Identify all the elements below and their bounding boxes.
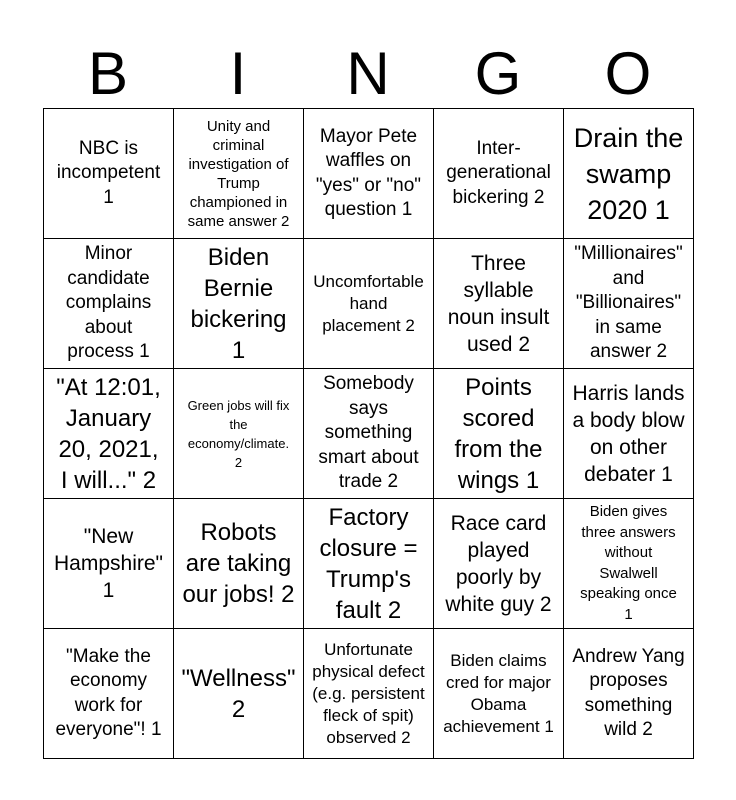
cell-text: Race card played poorly by white guy 2 [445,511,552,616]
bingo-header [43,40,693,108]
bingo-cell-r5c1[interactable] [44,629,174,759]
cell-text: Biden claims cred for major Obama achievement 1 [443,650,554,736]
cell-text: Mayor Pete waffles on "yes" or "no" question 1 [315,125,422,220]
bingo-cell-r4c5[interactable] [564,499,694,629]
cell-text: "Make the economy work for everyone"! 1 [55,645,162,740]
cell-text: NBC is incompetent 1 [56,137,161,208]
cell-text: "Wellness" 2 [181,664,296,723]
cell-text: Points scored from the wings 1 [454,373,543,494]
cell-text: Harris lands a body blow on other debater 1 [572,381,685,486]
bingo-cell-r1c2[interactable] [174,109,304,239]
cell-text: Inter- generational bickering 2 [446,137,551,208]
bingo-cell-r1c4[interactable] [434,109,564,239]
bingo-grid [43,108,694,759]
cell-text: Green jobs will fix the economy/climate. 2 [187,397,290,470]
bingo-cell-r1c3[interactable] [304,109,434,239]
bingo-cell-r4c4[interactable] [434,499,564,629]
cell-text: Three syllable noun insult used 2 [447,251,550,356]
bingo-cell-r4c2[interactable] [174,499,304,629]
bingo-cell-r2c4[interactable] [434,239,564,369]
bingo-cell-r5c2[interactable] [174,629,304,759]
bingo-cell-r3c5[interactable] [564,369,694,499]
bingo-cell-r5c4[interactable] [434,629,564,759]
cell-text: Biden gives three answers without Swalwell speaking once 1 [580,503,677,623]
cell-text: Unfortunate physical defect (e.g. persistent fleck of spit) observed 2 [312,639,425,747]
bingo-cell-r2c5[interactable] [564,239,694,369]
bingo-cell-r3c2[interactable] [174,369,304,499]
header-letter-g: G [474,40,522,107]
bingo-cell-r2c1[interactable] [44,239,174,369]
cell-text: "At 12:01, January 20, 2021, I will..." 2 [56,373,161,494]
cell-text: Factory closure = Trump's fault 2 [319,503,418,624]
bingo-cell-r4c1[interactable] [44,499,174,629]
header-letter-n: N [346,40,390,107]
header-letter-i: I [229,40,247,107]
bingo-cell-r3c1[interactable] [44,369,174,499]
bingo-cell-r5c3[interactable] [304,629,434,759]
cell-text: Biden Bernie bickering 1 [190,243,287,364]
bingo-cell-r3c4[interactable] [434,369,564,499]
bingo-cell-r3c3[interactable] [304,369,434,499]
cell-text: Unity and criminal investigation of Trump championed in same answer 2 [187,117,290,230]
header-letter-o: O [604,40,652,107]
header-letter-b: B [87,40,129,107]
bingo-cell-r1c1[interactable] [44,109,174,239]
cell-text: "New Hampshire" 1 [54,525,163,602]
bingo-cell-r2c3[interactable] [304,239,434,369]
cell-text: Somebody says something smart about trade 2 [318,373,419,493]
cell-text: Drain the swamp 2020 1 [573,122,684,225]
bingo-cell-r5c5[interactable] [564,629,694,759]
bingo-cell-r4c3[interactable] [304,499,434,629]
cell-text: Robots are taking our jobs! 2 [182,519,295,608]
bingo-cell-r2c2[interactable] [174,239,304,369]
cell-text: Andrew Yang proposes something wild 2 [572,645,685,740]
cell-text: Uncomfortable hand placement 2 [313,271,424,335]
bingo-cell-r1c5[interactable] [564,109,694,239]
cell-text: Minor candidate complains about process 1 [65,243,152,363]
cell-text: "Millionaires" and "Billionaires" in same answer 2 [574,243,683,363]
